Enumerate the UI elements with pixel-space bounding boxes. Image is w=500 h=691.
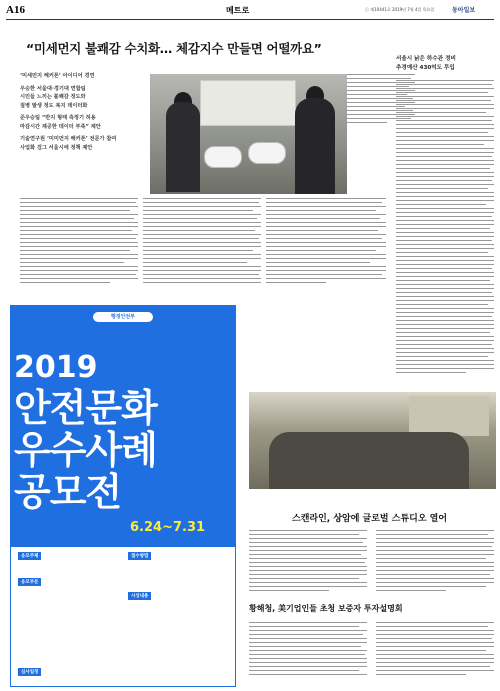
story2-body — [376, 530, 494, 594]
main-headline: “미세먼지 불쾌감 수치화… 체감지수 만들면 어떨까요” — [26, 41, 322, 56]
story2-headline: 스캔라인, 상암에 글로벌 스튜디오 열어 — [292, 514, 448, 524]
poster-title-line: 공모전 — [14, 470, 122, 514]
poster-info-label: 시상내용 — [128, 592, 151, 600]
page-number: A16 — [6, 4, 25, 16]
side-headline-line: 추경예산 430억도 투입 — [396, 64, 455, 71]
poster-title-line: 안전문화 — [14, 386, 157, 430]
poster-info-label: 응모주제 — [18, 552, 41, 560]
section-title: 메트로 — [226, 6, 250, 15]
side-headline-line: 서울시 낡은 하수관 정비 — [396, 56, 456, 62]
main-subheads — [20, 72, 120, 156]
subhead-line: 시민들 느끼는 불쾌감 정도와 — [20, 94, 86, 100]
ministry-badge: 행정안전부 — [93, 312, 153, 322]
page-header — [0, 0, 500, 22]
issue-date: ⓒ 제10441호 2019년 7월 4일 목요일 — [365, 7, 435, 12]
poster-period: 6.24~7.31 — [130, 520, 206, 535]
poster-title-line: 우수사례 — [14, 428, 157, 472]
subhead-line: 기술연구원 ‘미미먼지 해커톤’ 전문가 참여 — [20, 136, 117, 142]
poster-info-label: 응모부문 — [18, 578, 41, 586]
poster-year: 2019 — [14, 350, 98, 385]
poster-info-label: 접수방법 — [128, 552, 151, 560]
article-body — [20, 198, 138, 286]
news-photo-2 — [249, 392, 496, 489]
story3-body — [249, 622, 367, 678]
side-headline — [396, 55, 494, 72]
header-rule — [6, 19, 494, 20]
subhead-line: 질병 발생 정도 복지 데이터화 — [20, 102, 88, 109]
poster-info-panel — [10, 546, 236, 687]
article-body — [266, 198, 386, 286]
newspaper-logo: 동아일보 — [452, 7, 476, 14]
story3-headline: 황해청, 美기업인들 초청 보증자 투자설명회 — [249, 604, 403, 613]
subhead-line: 우승한 서울대·경기대 연합팀 — [20, 85, 86, 92]
story3-body — [376, 622, 494, 678]
subhead-line: 마감시간 제공한 데이터 부족” 제안 — [20, 123, 101, 130]
subhead-line: 준우승팀 “반지 형태 측정기 허용 — [20, 115, 96, 121]
subhead-line: 사업화 검그 서울시에 정책 제안 — [20, 144, 93, 151]
poster-info-label: 심사일정 — [18, 668, 41, 676]
subhead-line: ‘미세먼지 해커톤’ 아이디어 경연 — [20, 73, 95, 79]
article-body — [143, 198, 261, 286]
side-article-body — [396, 80, 494, 376]
news-photo — [150, 74, 347, 194]
story2-body — [249, 530, 367, 594]
